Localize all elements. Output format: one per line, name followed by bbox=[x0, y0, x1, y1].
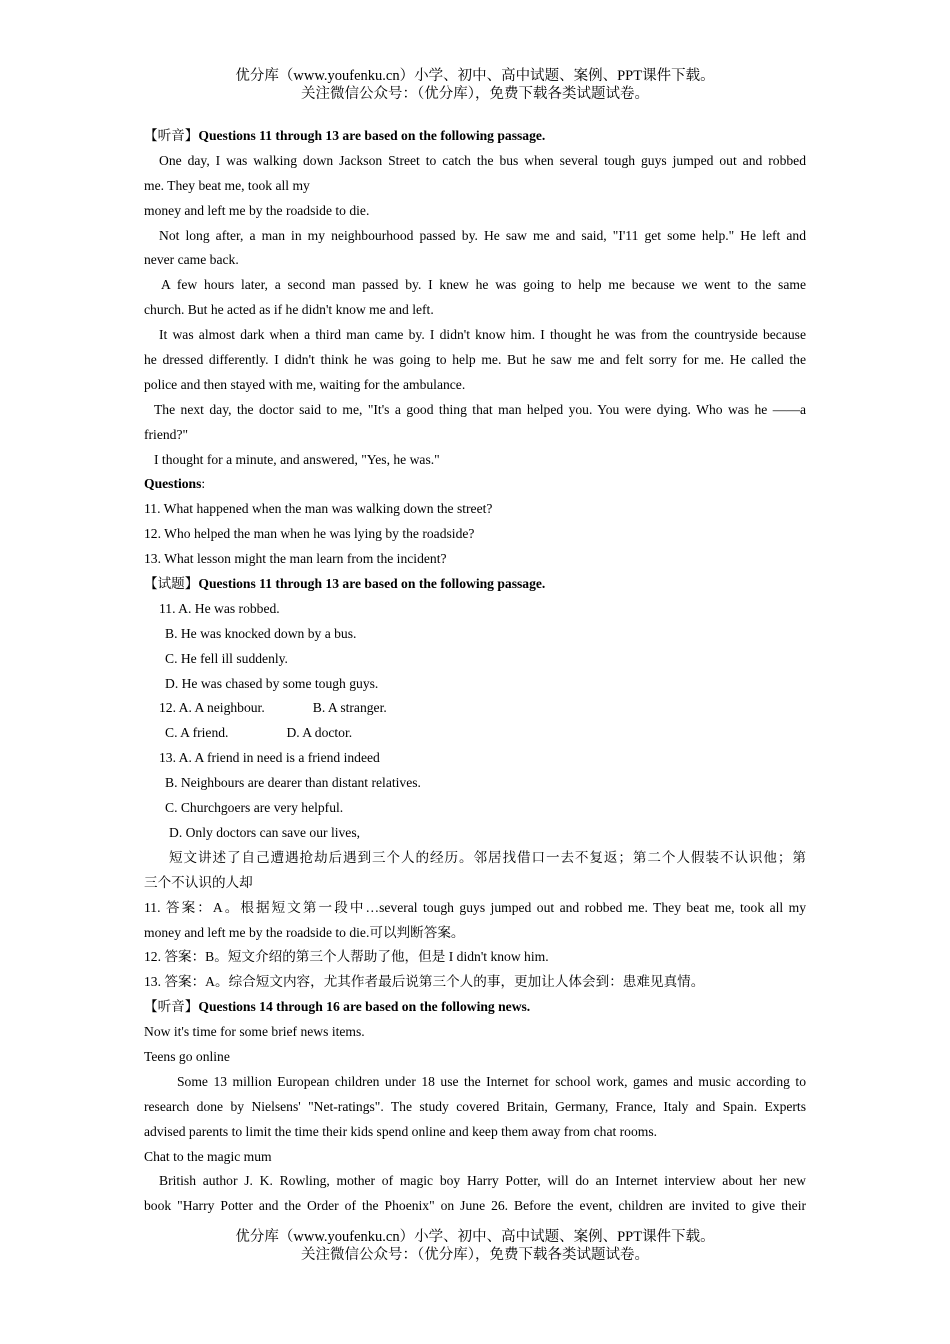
question-item: 12. Who helped the man when he was lying by the roadside? bbox=[144, 526, 475, 542]
passage-line: he dressed differently. I didn't think he was going to help me. But he saw me and felt sorry for me. He called the bbox=[144, 352, 806, 368]
summary-line: 短文讲述了自己遭遇抢劫后遇到三个人的经历。邻居找借口一去不复返；第二个人假装不认识他；第 bbox=[169, 849, 806, 865]
news-line: Some 13 million European children under 18 use the Internet for school work, games and music according to bbox=[177, 1073, 806, 1089]
questions-label bbox=[144, 472, 806, 497]
header-line-1: 优分库（www.youfenku.cn）小学、初中、高中试题、案例、PPT课件下载。 bbox=[235, 68, 715, 84]
passage-line: church. But he acted as if he didn't know me and left. bbox=[144, 302, 434, 318]
document-body bbox=[144, 124, 806, 1219]
section-heading bbox=[144, 572, 806, 597]
answer-option: B. A stranger. bbox=[312, 700, 387, 716]
answer-explanation: 11. 答案：A。根据短文第一段中…several tough guys jumped out and robbed me. They beat me, took all my bbox=[144, 899, 806, 915]
question-item: 11. What happened when the man was walking down the street? bbox=[144, 501, 493, 517]
answer-option: C. Churchgoers are very helpful. bbox=[165, 800, 344, 816]
section-heading bbox=[144, 995, 806, 1020]
news-line: research done by Nielsens' "Net-ratings". The study covered Britain, Germany, France, Italy and Spain. Experts bbox=[144, 1098, 806, 1114]
passage-line: Not long after, a man in my neighbourhood passed by. He saw me and said, "I'11 get some help." He left and bbox=[159, 227, 806, 243]
passage-line: It was almost dark when a third man came by. I didn't know him. I thought he was from the countryside because bbox=[159, 327, 806, 343]
news-line: British author J. K. Rowling, mother of magic boy Harry Potter, will do an Internet interview about her new bbox=[159, 1173, 806, 1189]
page-header bbox=[0, 67, 950, 103]
answer-explanation: 12. 答案：B。短文介绍的第三个人帮助了他，但是 I didn't know him. bbox=[144, 949, 549, 965]
passage-line: One day, I was walking down Jackson Street to catch the bus when several tough guys jumped out and robbed bbox=[159, 152, 806, 168]
answer-option-row bbox=[144, 721, 806, 746]
news-intro: Now it's time for some brief news items. bbox=[144, 1024, 365, 1040]
section-tag: 【听音】 bbox=[144, 128, 199, 143]
page-footer bbox=[0, 1228, 950, 1264]
passage-line: never came back. bbox=[144, 252, 239, 268]
section-tag: 【试题】 bbox=[144, 576, 199, 592]
section-heading-text: Questions 11 through 13 are based on the following passage. bbox=[198, 576, 546, 592]
news-line: book "Harry Potter and the Order of the Phoenix" on June 26. Before the event, children are invited to give their bbox=[144, 1198, 806, 1214]
answer-option: B. Neighbours are dearer than distant relatives. bbox=[165, 775, 421, 791]
passage-line: police and then stayed with me, waiting for the ambulance. bbox=[144, 376, 466, 392]
answer-option: C. A friend. bbox=[165, 725, 229, 741]
section-heading-text: Questions 14 through 16 are based on the following news. bbox=[198, 999, 531, 1015]
passage-line: The next day, the doctor said to me, "It's a good thing that man helped you. You were dying. Who was he ——a bbox=[154, 401, 806, 417]
section-heading-text: Questions 11 through 13 are based on the following passage. bbox=[198, 128, 546, 143]
news-title: Teens go online bbox=[144, 1048, 230, 1064]
answer-option: D. A doctor. bbox=[286, 725, 353, 741]
question-item: 13. What lesson might the man learn from the incident? bbox=[144, 551, 447, 567]
header-line-2: 关注微信公众号：（优分库），免费下载各类试题试卷。 bbox=[301, 86, 649, 102]
footer-line-2: 关注微信公众号：（优分库），免费下载各类试题试卷。 bbox=[301, 1247, 649, 1263]
answer-option: D. Only doctors can save our lives, bbox=[169, 824, 361, 840]
passage-line: I thought for a minute, and answered, "Yes, he was." bbox=[154, 451, 440, 467]
answer-option-row bbox=[144, 696, 806, 721]
passage-line: money and left me by the roadside to die. bbox=[144, 202, 370, 218]
passage-line: friend?" bbox=[144, 426, 189, 442]
answer-option: 11. A. He was robbed. bbox=[159, 600, 280, 616]
summary-line: 三个不认识的人却 bbox=[144, 874, 253, 890]
news-title: Chat to the magic mum bbox=[144, 1148, 272, 1164]
answer-option: 13. A. A friend in need is a friend indeed bbox=[159, 750, 380, 766]
news-line: advised parents to limit the time their kids spend online and keep them away from chat rooms. bbox=[144, 1123, 658, 1139]
answer-option: B. He was knocked down by a bus. bbox=[165, 625, 357, 641]
questions-label-text: Questions bbox=[144, 476, 202, 492]
answer-option: D. He was chased by some tough guys. bbox=[165, 675, 379, 691]
answer-explanation: money and left me by the roadside to die.可以判断答案。 bbox=[144, 924, 465, 940]
answer-explanation: 13. 答案：A。综合短文内容，尤其作者最后说第三个人的事，更加让人体会到：患难见真情。 bbox=[144, 974, 705, 990]
section-tag: 【听音】 bbox=[144, 999, 199, 1015]
answer-option: 12. A. A neighbour. bbox=[159, 700, 265, 716]
questions-label-colon: : bbox=[201, 476, 206, 492]
passage-line: me. They beat me, took all my bbox=[144, 177, 310, 193]
section-heading bbox=[144, 124, 806, 149]
footer-line-1: 优分库（www.youfenku.cn）小学、初中、高中试题、案例、PPT课件下载。 bbox=[235, 1229, 715, 1245]
passage-line: A few hours later, a second man passed by. I knew he was going to help me because we went to the same bbox=[161, 277, 806, 293]
answer-option: C. He fell ill suddenly. bbox=[165, 650, 288, 666]
